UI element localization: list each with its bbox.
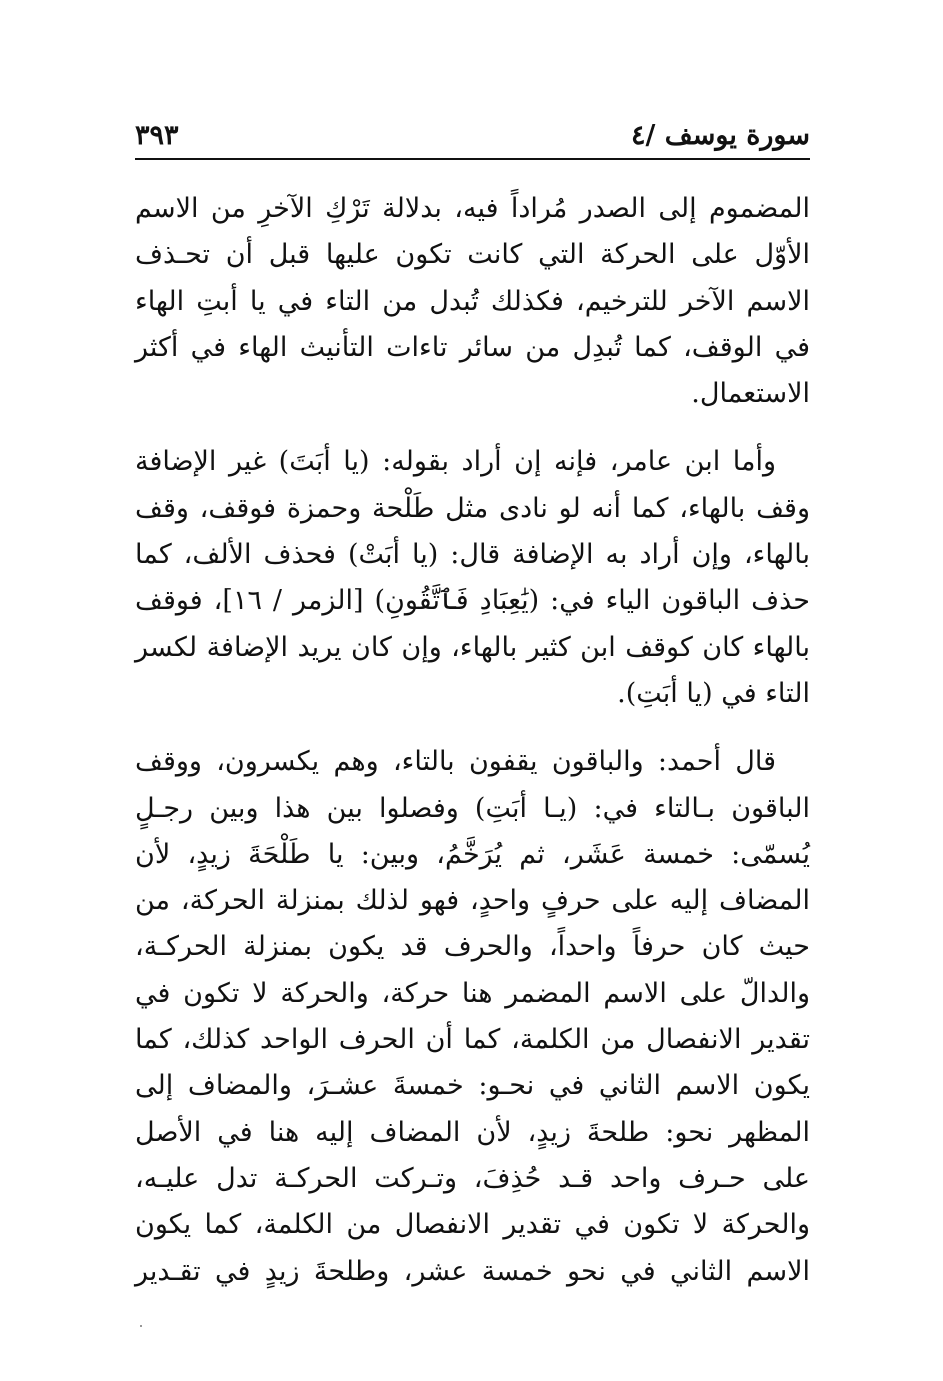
text-line: بالهاء كان كوقف ابن كثير بالهاء، وإن كان يريد الإضافة لكسر — [135, 631, 810, 663]
text-line: حيث كان حرفاً واحداً، والحرف قد يكون بمنزلة الحركـة، — [135, 931, 810, 963]
text-line: في الوقف، كما تُبدِل من سائر تاءات التأنيث الهاء في أكثر — [135, 331, 810, 363]
text-line: وقف بالهاء، كما أنه لو نادى مثل طَلْحة وحمزة فوقف، وقف — [135, 492, 810, 524]
chapter-title: سورة يوسف /٤ — [631, 120, 810, 151]
paragraph-1 — [135, 186, 810, 417]
text-line: يكون الاسم الثاني في نحـو: خمسةَ عشـرَ، والمضاف إلى — [135, 1070, 810, 1102]
text-line-content: قال أحمد: والباقون يقفون بالتاء، وهم يكسرون، ووقف — [135, 746, 776, 778]
text-line: الباقون بـالتاء في: (يـا أبَتِ) وفصلوا بين هذا وبين رجـلٍ — [135, 792, 810, 824]
text-line: بالهاء، وإن أراد به الإضافة قال: (يا أبَتْ) فحذف الألف، كما — [135, 539, 810, 571]
scan-speck — [140, 1325, 142, 1327]
text-line: الاسم الآخر للترخيم، فكذلك تُبدل من التاء في يا أبتِ الهاء — [135, 285, 810, 317]
paragraph-2 — [135, 439, 810, 717]
text-line: المضموم إلى الصدر مُراداً فيه، بدلالة تَرْكِ الآخرِ من الاسم — [135, 193, 810, 224]
text-line: تقدير الانفصال من الكلمة، كما أن الحرف الواحد كذلك، كما — [135, 1024, 810, 1056]
body-text — [135, 186, 810, 1295]
text-line: والحركة لا تكون في تقدير الانفصال من الكلمة، كما يكون — [135, 1209, 810, 1241]
text-line: الأوّل على الحركة التي كانت تكون عليها قبل أن تحـذف — [135, 239, 810, 271]
paragraph-3 — [135, 739, 810, 1295]
text-line: يُسمّى: خمسة عَشَر، ثم يُرَخَّمُ، وبين: يا طَلْحَةَ زيدٍ، لأن — [135, 838, 810, 870]
text-line-content: وأما ابن عامر، فإنه إن أراد بقوله: (يا أبَتَ) غير الإضافة — [135, 446, 776, 478]
text-line: الاسم الثاني في نحو خمسة عشر، وطلحةَ زيدٍ في تقـدير — [135, 1255, 810, 1287]
text-line: المضاف إليه على حرفٍ واحدٍ، فهو لذلك بمنزلة الحركة، من — [135, 885, 810, 917]
text-line: حذف الباقون الياء في: (يَٰعِبَادِ فَٱتَّقُونِ) [الزمر / ١٦]، فوقف — [135, 585, 810, 617]
text-line: على حـرف واحد قـد حُذِفَ، وتـركت الحركـة تدل عليـه، — [135, 1162, 810, 1194]
page-number: ٣٩٣ — [135, 120, 179, 151]
text-line: التاء في (يا أبَتِ). — [617, 677, 810, 709]
text-line: الاستعمال. — [691, 378, 810, 410]
running-header — [135, 118, 810, 158]
text-line: والدالّ على الاسم المضمر هنا حركة، والحركة لا تكون في — [135, 977, 810, 1009]
header-rule — [135, 158, 810, 160]
text-line — [135, 739, 810, 785]
text-line — [135, 439, 810, 485]
text-line: المظهر نحو: طلحةَ زيدٍ، لأن المضاف إليه هنا في الأصل — [135, 1116, 810, 1148]
